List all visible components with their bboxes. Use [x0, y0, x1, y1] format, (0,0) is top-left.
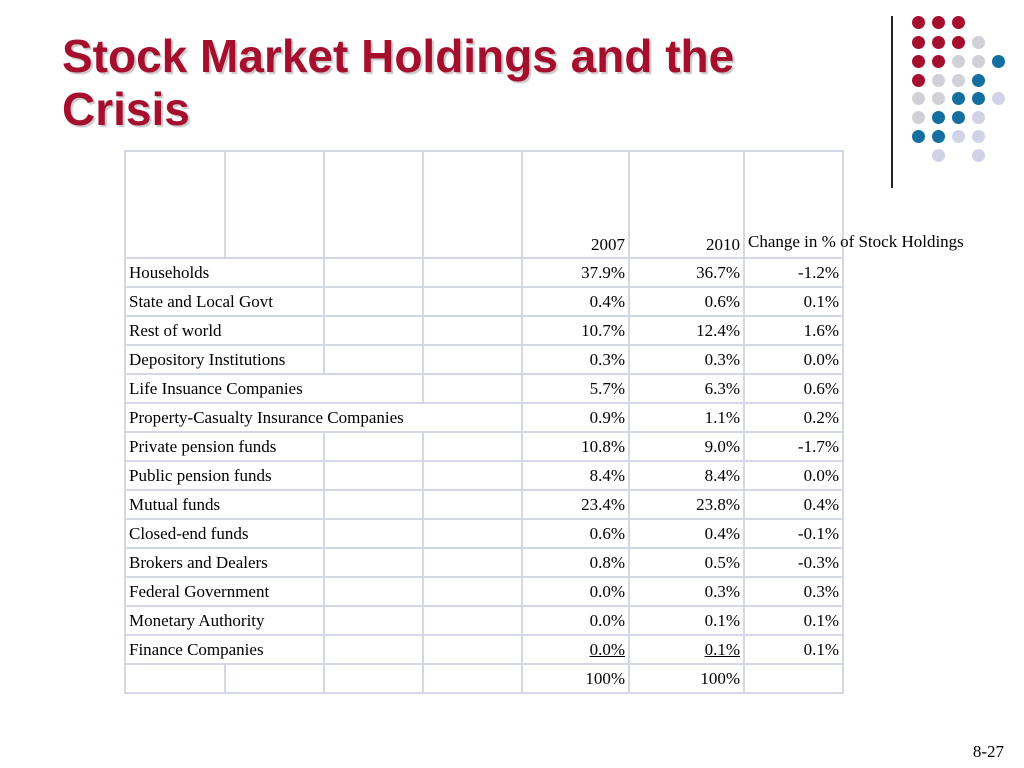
header-2010: 2010	[629, 151, 744, 258]
decorative-dot	[932, 92, 945, 105]
value-2007: 0.4%	[522, 287, 629, 316]
empty-cell	[225, 258, 324, 287]
decorative-dot	[992, 55, 1005, 68]
table-row	[125, 403, 843, 432]
empty-cell	[324, 519, 423, 548]
header-cell	[423, 151, 522, 258]
sector-label: Private pension funds	[125, 432, 225, 461]
sector-label: Federal Government	[125, 577, 225, 606]
decorative-dot	[972, 130, 985, 143]
table-row	[125, 287, 843, 316]
value-change: 1.6%	[744, 316, 843, 345]
decorative-dot	[932, 55, 945, 68]
empty-cell	[324, 664, 423, 693]
value-2007: 0.0%	[522, 577, 629, 606]
value-2007: 0.3%	[522, 345, 629, 374]
value-2007: 23.4%	[522, 490, 629, 519]
decorative-dot	[952, 130, 965, 143]
decorative-dot	[972, 111, 985, 124]
stock-holdings-table	[124, 150, 964, 694]
table-row	[125, 519, 843, 548]
sector-label: Households	[125, 258, 225, 287]
empty-cell	[423, 461, 522, 490]
value-2007: 0.0%	[522, 606, 629, 635]
value-change: 0.2%	[744, 403, 843, 432]
empty-cell	[324, 490, 423, 519]
decorative-dot	[912, 92, 925, 105]
decorative-dot	[972, 92, 985, 105]
table-row	[125, 316, 843, 345]
total-2010: 100%	[629, 664, 744, 693]
empty-cell	[324, 577, 423, 606]
empty-cell	[225, 316, 324, 345]
empty-cell	[225, 490, 324, 519]
value-2010: 1.1%	[629, 403, 744, 432]
empty-cell	[423, 316, 522, 345]
empty-cell	[324, 461, 423, 490]
value-change: -1.2%	[744, 258, 843, 287]
value-2010: 36.7%	[629, 258, 744, 287]
page-number: 8-27	[972, 742, 1004, 761]
value-change: 0.1%	[744, 287, 843, 316]
value-2010-underlined: 0.1%	[704, 639, 740, 659]
value-2010: 8.4%	[629, 461, 744, 490]
empty-cell	[324, 432, 423, 461]
value-2007: 5.7%	[522, 374, 629, 403]
empty-cell	[423, 519, 522, 548]
empty-cell	[423, 345, 522, 374]
value-2010: 0.1%	[629, 606, 744, 635]
decorative-dot	[952, 36, 965, 49]
table-header-row	[125, 151, 843, 258]
value-change: 0.1%	[744, 635, 843, 664]
empty-cell	[423, 287, 522, 316]
header-cell	[225, 151, 324, 258]
header-cell	[324, 151, 423, 258]
value-change: 0.0%	[744, 345, 843, 374]
table-row	[125, 374, 843, 403]
empty-cell	[423, 490, 522, 519]
sector-label: Rest of world	[125, 316, 225, 345]
value-2010: 0.4%	[629, 519, 744, 548]
value-change: 0.1%	[744, 606, 843, 635]
table-row	[125, 432, 843, 461]
decorative-dot	[912, 111, 925, 124]
empty-cell	[324, 548, 423, 577]
decorative-dot	[912, 74, 925, 87]
decorative-dot	[912, 16, 925, 29]
sector-label: Monetary Authority	[125, 606, 225, 635]
slide-title: Stock Market Holdings and the Crisis	[62, 30, 735, 135]
decorative-dot	[912, 55, 925, 68]
table-row	[125, 577, 843, 606]
value-2010: 23.8%	[629, 490, 744, 519]
value-change: 0.3%	[744, 577, 843, 606]
totals-row	[125, 664, 843, 693]
empty-cell	[324, 287, 423, 316]
empty-cell	[125, 664, 225, 693]
empty-cell	[225, 664, 324, 693]
table-row	[125, 635, 843, 664]
empty-cell	[744, 664, 843, 693]
empty-cell	[324, 345, 423, 374]
decorative-dot	[952, 16, 965, 29]
table-row	[125, 258, 843, 287]
sector-label: Finance Companies	[125, 635, 225, 664]
decorative-dot	[912, 36, 925, 49]
sector-label: State and Local Govt	[125, 287, 225, 316]
decorative-dot	[972, 149, 985, 162]
table-row	[125, 606, 843, 635]
table-row	[125, 490, 843, 519]
decorative-dot	[972, 36, 985, 49]
value-2010: 12.4%	[629, 316, 744, 345]
empty-cell	[423, 664, 522, 693]
value-2010: 0.3%	[629, 345, 744, 374]
empty-cell	[324, 258, 423, 287]
decorative-dot	[932, 130, 945, 143]
decorative-dot	[952, 55, 965, 68]
value-2007-underlined: 0.0%	[589, 639, 625, 659]
empty-cell	[324, 635, 423, 664]
value-2007: 0.6%	[522, 519, 629, 548]
value-2010: 0.6%	[629, 287, 744, 316]
value-change: -0.1%	[744, 519, 843, 548]
value-2007: 0.9%	[522, 403, 629, 432]
decorative-divider	[891, 16, 893, 188]
empty-cell	[324, 374, 423, 403]
sector-label: Mutual funds	[125, 490, 225, 519]
value-2010: 6.3%	[629, 374, 744, 403]
value-change: -0.3%	[744, 548, 843, 577]
sector-label: Closed-end funds	[125, 519, 225, 548]
sector-label: Property-Casualty Insurance Companies	[125, 403, 225, 432]
empty-cell	[423, 606, 522, 635]
decorative-dot	[952, 74, 965, 87]
table-row	[125, 548, 843, 577]
decorative-dot	[932, 74, 945, 87]
sector-label: Depository Institutions	[125, 345, 225, 374]
empty-cell	[423, 258, 522, 287]
decorative-dot	[972, 74, 985, 87]
value-2007: 10.8%	[522, 432, 629, 461]
empty-cell	[324, 316, 423, 345]
sector-label: Life Insuance Companies	[125, 374, 225, 403]
value-change: 0.4%	[744, 490, 843, 519]
empty-cell	[423, 548, 522, 577]
empty-cell	[423, 403, 522, 432]
header-change: Change in % of Stock Holdings	[744, 151, 843, 258]
value-2010: 0.5%	[629, 548, 744, 577]
table-row	[125, 461, 843, 490]
decorative-dot	[932, 36, 945, 49]
empty-cell	[324, 606, 423, 635]
value-change: 0.0%	[744, 461, 843, 490]
table-row	[125, 345, 843, 374]
decorative-dot	[912, 130, 925, 143]
header-cell	[125, 151, 225, 258]
decorative-dot	[932, 111, 945, 124]
value-2007: 37.9%	[522, 258, 629, 287]
decorative-dot	[932, 149, 945, 162]
empty-cell	[423, 432, 522, 461]
value-change: 0.6%	[744, 374, 843, 403]
value-2007	[522, 635, 629, 664]
sector-label: Brokers and Dealers	[125, 548, 225, 577]
empty-cell	[423, 374, 522, 403]
empty-cell	[423, 577, 522, 606]
header-2007: 2007	[522, 151, 629, 258]
value-2010	[629, 635, 744, 664]
decorative-dot	[992, 92, 1005, 105]
decorative-dot	[952, 92, 965, 105]
decorative-dot	[952, 111, 965, 124]
value-change: -1.7%	[744, 432, 843, 461]
empty-cell	[423, 635, 522, 664]
sector-label: Public pension funds	[125, 461, 225, 490]
total-2007: 100%	[522, 664, 629, 693]
value-2007: 10.7%	[522, 316, 629, 345]
decorative-dot	[932, 16, 945, 29]
value-2010: 0.3%	[629, 577, 744, 606]
decorative-dot	[972, 55, 985, 68]
value-2010: 9.0%	[629, 432, 744, 461]
value-2007: 0.8%	[522, 548, 629, 577]
value-2007: 8.4%	[522, 461, 629, 490]
